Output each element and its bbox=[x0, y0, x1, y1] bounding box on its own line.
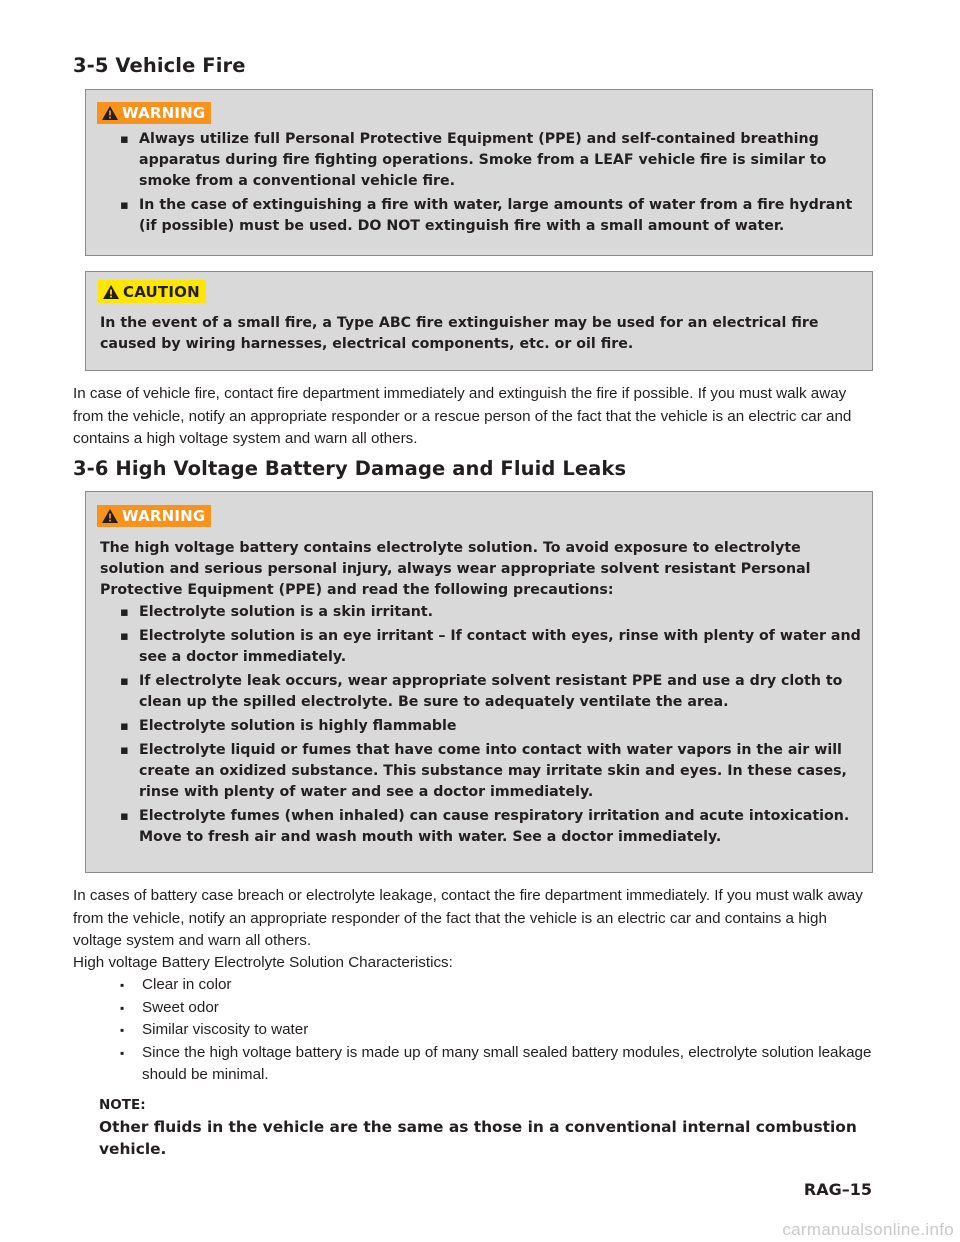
page-number: RAG–15 bbox=[803, 1180, 872, 1199]
list-item: ▪ Sweet odor bbox=[117, 997, 877, 1020]
caution-badge bbox=[98, 280, 206, 303]
list-item: ▪ If electrolyte leak occurs, wear appropriate solvent resistant PPE and use a dry cloth to clean up the spilled electrolyte. Be sure to adequately ventilate the area. bbox=[117, 671, 862, 713]
characteristics-list bbox=[117, 974, 877, 1087]
vehicle-fire-paragraph: In case of vehicle fire, contact fire department immediately and extinguish the fire if possible. If you must walk away from the vehicle, notify an appropriate responder or a rescue person of the fact that the vehicle is an electric car and contains a high voltage system and warn all others. bbox=[73, 385, 852, 447]
caution-label: CAUTION bbox=[123, 282, 200, 301]
warning-triangle-icon bbox=[101, 105, 119, 121]
warning-box-battery bbox=[85, 491, 873, 873]
list-item: ▪ Electrolyte fumes (when inhaled) can cause respiratory irritation and acute intoxication. Move to fresh air and wash mouth with water. See a doctor immediately. bbox=[117, 806, 862, 848]
characteristics-title: High voltage Battery Electrolyte Solution Characteristics: bbox=[73, 954, 453, 971]
warning-label: WARNING bbox=[122, 104, 206, 122]
warning-intro: The high voltage battery contains electrolyte solution. To avoid exposure to electrolyte solution and serious personal injury, always wear appropriate solvent resistant Personal Protective Equipment (PPE) and read the following precautions: bbox=[100, 540, 811, 598]
warning-list-battery bbox=[117, 602, 862, 851]
caution-box-fire bbox=[85, 271, 873, 371]
list-item: ▪ In the case of extinguishing a fire with water, large amounts of water from a fire hydrant (if possible) must be used. DO NOT extinguish fire with a small amount of water. bbox=[117, 195, 857, 237]
list-item: ▪ Always utilize full Personal Protective Equipment (PPE) and self-contained breathing apparatus during fire fighting operations. Smoke from a LEAF vehicle fire is similar to smoke from a conventional vehicle fire. bbox=[117, 129, 857, 192]
list-item: ▪ Electrolyte liquid or fumes that have come into contact with water vapors in the air will create an oxidized substance. This substance may irritate skin and eyes. In these cases, rinse with plenty of water and see a doctor immediately. bbox=[117, 740, 862, 803]
caution-triangle-icon bbox=[102, 284, 120, 300]
note-text: Other fluids in the vehicle are the same as those in a conventional internal combustion vehicle. bbox=[99, 1118, 857, 1158]
warning-list-fire bbox=[117, 129, 857, 240]
section-heading-vehicle-fire: 3-5 Vehicle Fire bbox=[73, 54, 246, 77]
section-heading-battery-damage: 3-6 High Voltage Battery Damage and Fluid Leaks bbox=[73, 457, 627, 480]
battery-leak-paragraph: In cases of battery case breach or electrolyte leakage, contact the fire department immediately. If you must walk away from the vehicle, notify an appropriate responder of the fact that the vehicle is an electric car and contains a high voltage system and warn all others. bbox=[73, 887, 863, 949]
warning-label: WARNING bbox=[122, 507, 206, 525]
warning-triangle-icon bbox=[101, 508, 119, 524]
list-item: ▪ Electrolyte solution is highly flammable bbox=[117, 716, 862, 737]
warning-badge bbox=[97, 102, 211, 124]
warning-badge bbox=[97, 505, 211, 527]
caution-text: In the event of a small fire, a Type ABC fire extinguisher may be used for an electrical fire caused by wiring harnesses, electrical components, etc. or oil fire. bbox=[100, 315, 819, 352]
list-item: ▪ Electrolyte solution is a skin irritant. bbox=[117, 602, 862, 623]
list-item: ▪ Clear in color bbox=[117, 974, 877, 997]
list-item: ▪ Similar viscosity to water bbox=[117, 1019, 877, 1042]
warning-box-fire bbox=[85, 89, 873, 256]
note-label: NOTE: bbox=[99, 1097, 146, 1113]
watermark: carmanualsonline.info bbox=[782, 1220, 954, 1239]
list-item: ▪ Since the high voltage battery is made up of many small sealed battery modules, electrolyte solution leakage should be minimal. bbox=[117, 1042, 877, 1087]
list-item: ▪ Electrolyte solution is an eye irritant – If contact with eyes, rinse with plenty of water and see a doctor immediately. bbox=[117, 626, 862, 668]
